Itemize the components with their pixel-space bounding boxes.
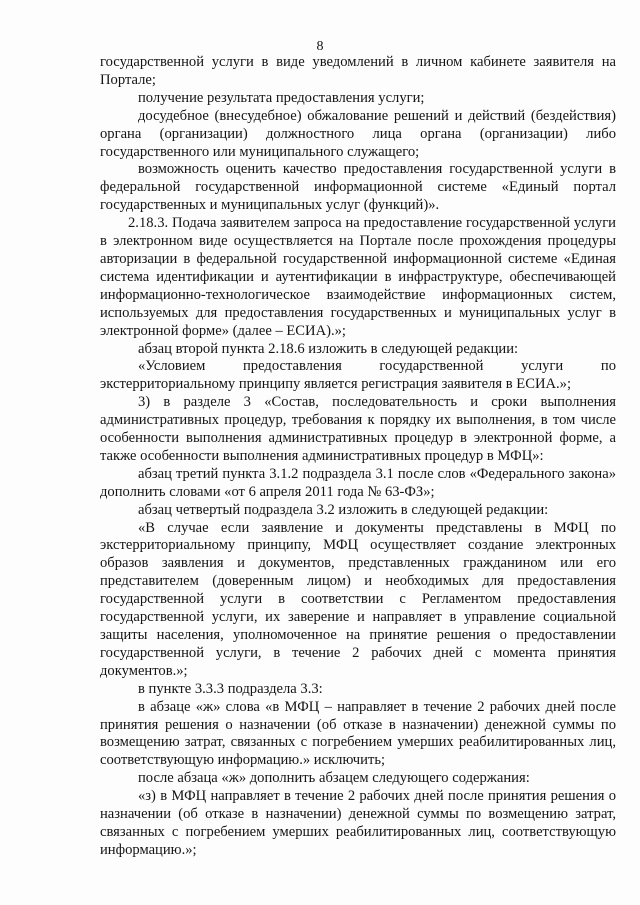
paragraph: абзац четвертый подраздела 3.2 изложить в следующей редакции: (138, 501, 549, 518)
paragraph: абзац третий пункта 3.1.2 подраздела 3.1 после слов «Федерального закона» дополнить словами «от 6 апреля 2011 года № 63-ФЗ»; (100, 465, 616, 500)
paragraph: «Условием предоставления государственной услуги по экстерриториальному принципу является регистрация заявителя в ЕСИА.»; (100, 358, 616, 393)
paragraph: после абзаца «ж» дополнить абзацем следующего содержания: (138, 770, 530, 787)
paragraph: 3) в разделе 3 «Состав, последовательность и сроки выполнения административных процедур, требования к порядку их выполнения, в том числе особенности выполнения административных процедур в электронной форме, а также особенности выполнения административных процедур в МФЦ»: (100, 394, 616, 464)
paragraph: «з) в МФЦ направляет в течение 2 рабочих дней после принятия решения о назначении (об отказе в назначении) денежной суммы по возмещению затрат, связанных с погребением умерших реабилитированных лиц, соответствующую информацию.»; (100, 788, 616, 858)
document-body (100, 54, 616, 860)
paragraph: в абзаце «ж» слова «в МФЦ – направляет в течение 2 рабочих дней после принятия решения о назначении (об отказе в назначении) денежной суммы по возмещению затрат, связанных с погребением умерших реабилитированных лиц, соответствующую информацию.» исключить; (100, 698, 616, 769)
paragraph: «В случае если заявление и документы представлены в МФЦ по экстерриториальному принципу, МФЦ осуществляет создание электронных образов заявления и документов, представленных гражданином или его представителем (доверенным лицом) и необходимых для предоставления государственной услуги в соответствии с Регламентом предоставления государственной услуги, их заверение и направляет в управление социальной защиты населения, уполномоченное на принятие решения о предоставлении государственной услуги, в течение 2 рабочих дней с момента принятия документов.»; (100, 519, 616, 679)
paragraph: государственной услуги в виде уведомлений в личном кабинете заявителя на Портале; (100, 54, 616, 88)
paragraph: в пункте 3.3.3 подраздела 3.3: (138, 680, 323, 697)
paragraph: досудебное (внесудебное) обжалование решений и действий (бездействия) органа (организации) должностного лица органа (организации) либо государственного или муниципального служащего; (100, 107, 616, 160)
paragraph: получение результата предоставления услуги; (138, 89, 425, 106)
paragraph: 2.18.3. Подача заявителем запроса на предоставление государственной услуги в электронном виде осуществляется на Портале после прохождения процедуры авторизации в федеральной государственной информационной системе «Единая система идентификации и аутентификации в инфраструктуре, обеспечивающей информационно-технологическое взаимодействие информационных систем, используемых для предоставления государственных и муниципальных услуг в электронной форме» (далее – ЕСИА).»; (100, 215, 616, 339)
paragraph: возможность оценить качество предоставления государственной услуги в федеральной государственной информационной системе «Единый портал государственных и муниципальных услуг (функций)». (100, 161, 616, 214)
page-number: 8 (316, 39, 324, 54)
paragraph: абзац второй пункта 2.18.6 изложить в следующей редакции: (138, 340, 519, 357)
